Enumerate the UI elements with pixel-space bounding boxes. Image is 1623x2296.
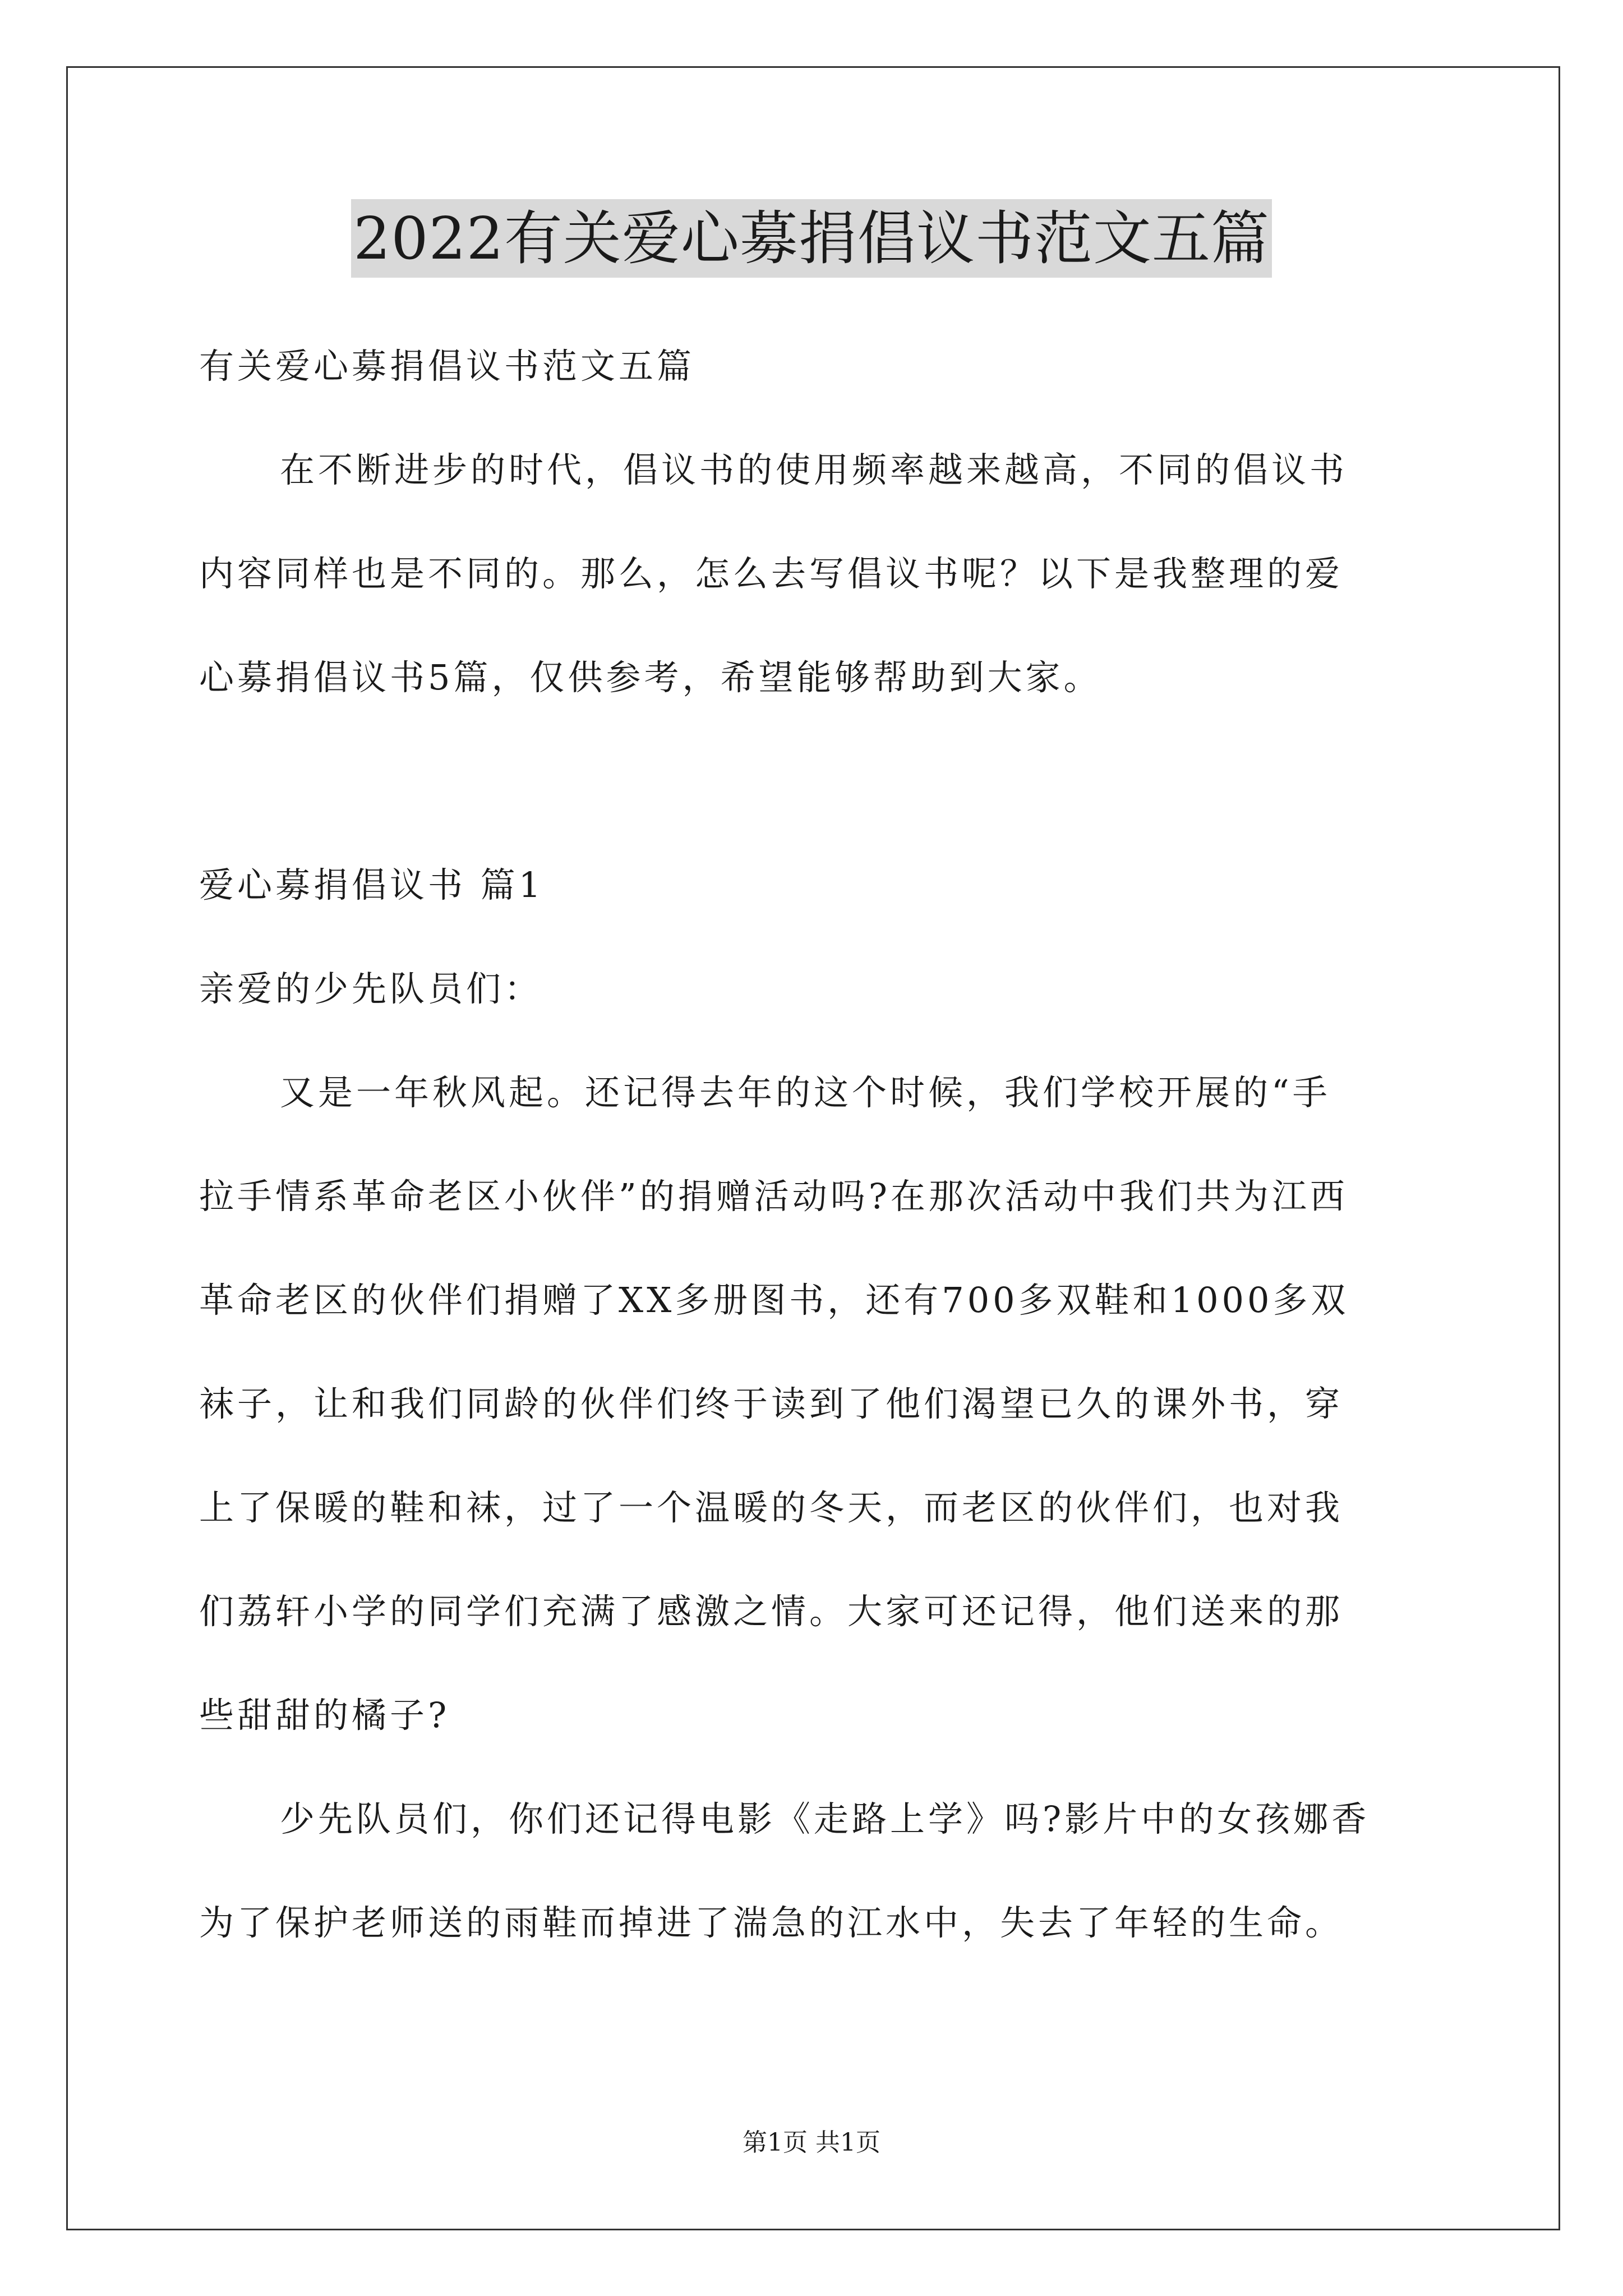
intro-line: 内容同样也是不同的。那么，怎么去写倡议书呢？以下是我整理的爱 bbox=[199, 553, 1344, 594]
paragraph-line: 些甜甜的橘子? bbox=[199, 1695, 450, 1736]
paragraph-line: 少先队员们，你们还记得电影《走路上学》吗?影片中的女孩娜香 bbox=[280, 1798, 1370, 1839]
paragraph-line: 们荔轩小学的同学们充满了感激之情。大家可还记得，他们送来的那 bbox=[199, 1591, 1344, 1632]
page-footer: 第1页 共1页 bbox=[743, 2128, 880, 2157]
paragraph-line: 上了保暖的鞋和袜，过了一个温暖的冬天，而老区的伙伴们，也对我 bbox=[199, 1487, 1344, 1528]
paragraph-line: 拉手情系革命老区小伙伴”的捐赠活动吗?在那次活动中我们共为江西 bbox=[199, 1176, 1348, 1217]
document-subtitle: 有关爱心募捐倡议书范文五篇 bbox=[199, 346, 695, 386]
paragraph-line: 革命老区的伙伴们捐赠了XX多册图书，还有700多双鞋和1000多双 bbox=[199, 1280, 1349, 1320]
spacer bbox=[199, 729, 1433, 833]
document-body bbox=[199, 314, 1433, 1975]
section-heading: 爱心募捐倡议书 篇1 bbox=[199, 864, 545, 905]
paragraph-line: 袜子，让和我们同龄的伙伴们终于读到了他们渴望已久的课外书，穿 bbox=[199, 1383, 1344, 1424]
salutation: 亲爱的少先队员们： bbox=[199, 968, 543, 1009]
paragraph-line: 为了保护老师送的雨鞋而掉进了湍急的江水中，失去了年轻的生命。 bbox=[199, 1902, 1344, 1943]
intro-line: 心募捐倡议书5篇，仅供参考，希望能够帮助到大家。 bbox=[199, 657, 1102, 698]
intro-line: 在不断进步的时代，倡议书的使用频率越来越高，不同的倡议书 bbox=[280, 449, 1348, 490]
title-container bbox=[0, 199, 1623, 278]
document-title: 2022有关爱心募捐倡议书范文五篇 bbox=[351, 199, 1272, 278]
paragraph-line: 又是一年秋风起。还记得去年的这个时候，我们学校开展的“手 bbox=[280, 1072, 1331, 1113]
